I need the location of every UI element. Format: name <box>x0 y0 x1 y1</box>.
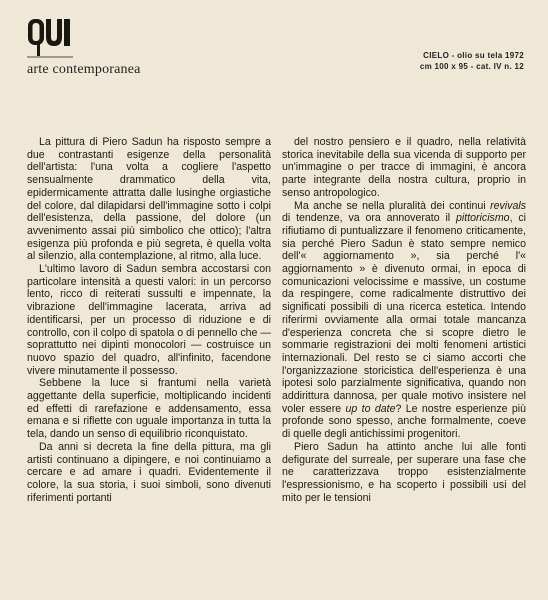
article-body <box>27 136 526 591</box>
paragraph: del nostro pensiero e il quadro, nella relatività storica inevitabile della sua vicenda di supporto per un'immagine o per tracce di immagini, è ancora parte integrante della nostra cultura, proprio in senso antropologico. <box>282 136 526 199</box>
paragraph: Ma anche se nella pluralità dei continui revivals di tendenze, va ora annoverato il pittoricismo, ci rifiutiamo di puntualizzare il fenomeno criticamente, sia perché Piero Sadun è stato sempre nemico dell'« aggiornamento », sia perché l'« aggiornamento » è divenuto ormai, in epoca di comunicazioni velocissime e massive, un costume da respingere, come radicalmente distruttivo dei significati possibili di una ricerca estetica. Intendo riferirmi ovviamente alla ormai totale mancanza d'esperienza concreta che si scopre dietro le sommarie registrazioni dei molti fenomeni artistici internazionali. Del resto se ci siamo accorti che l'organizzazione storicistica dell'esperienza è una ipotesi solo parzialmente significativa, quando non addirittura dannosa, per quale motivo insistere nel voler essere up to date? Le nostre esperienze più profonde sono spesso, anche formalmente, coeve di quelle degli antichissimi progenitori. <box>282 199 526 441</box>
caption-title-line: CIELO - olio su tela 1972 <box>423 51 524 60</box>
paragraph: La pittura di Piero Sadun ha risposto sempre a due contrastanti esigenze della personalità dell'artista: l'una volta a cogliere l'aspetto sensualmente drammatico della vita, epidermicamente attratta dalle lusinghe orgiastiche del colore, dal dilapidarsi dell'immagine sotto i colpi dell'esistenza, della passione, del dolore (un avvenimento assai più simbolico che ottico); l'altra esigenza più profonda e più segreta, è quella volta al silenzio, alla contemplazione, al ritmo, alla luce. <box>27 136 271 263</box>
caption-details-line: cm 100 x 95 - cat. IV n. 12 <box>419 62 524 71</box>
paragraph: Piero Sadun ha attinto anche lui alle fonti defigurate del surreale, per superare una fase che ne caratterizzava troppo esistenzialmente l'espressionismo, e ha scoperto i possibili usi del mito per le tensioni <box>282 440 526 504</box>
paragraph: Sebbene la luce si frantumi nella varietà aggettante della superficie, moltiplicando incidenti ed effetti di rarefazione e addensamento, essa emana e si riflette con uguale importanza in tutta la tela, dando un senso di equilibrio riconquistato. <box>27 377 271 441</box>
paragraph: L'ultimo lavoro di Sadun sembra accostarsi con particolare intensità a questi valori: in un percorso lento, ricco di reiterati sussulti e impennate, la vibrazione dell'immagine lacerata, arriva ad identificarsi, per un processo di riduzione e di controllo, con il colpo di spatola o di pennello che — soprattutto nei dipinti monocolori — costruisce un nuovo spazio del quadro, all'infinito, facendone vivere minutamente il possesso. <box>27 263 271 377</box>
artwork-caption <box>420 50 524 72</box>
paragraph: Da anni si decreta la fine della pittura, ma gli artisti continuano a dipingere, e noi continuiamo a cercare e ad amare i quadri. Evidentemente il colore, la sua storia, i suoi simboli, sono divenuti riferimenti portanti <box>27 440 271 504</box>
qui-logo <box>27 16 73 58</box>
publication-subtitle: arte contemporanea <box>27 62 141 77</box>
qui-logo-mark <box>27 16 73 58</box>
left-column <box>27 136 271 591</box>
right-column <box>282 136 526 591</box>
